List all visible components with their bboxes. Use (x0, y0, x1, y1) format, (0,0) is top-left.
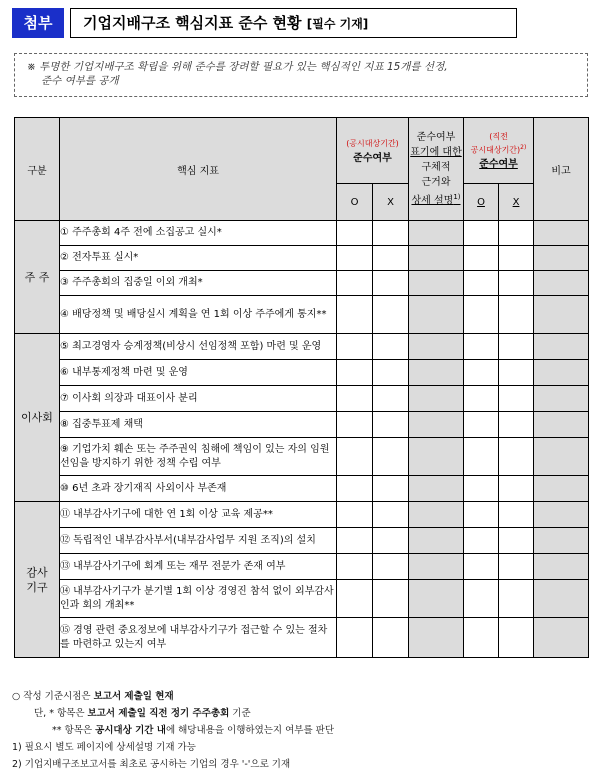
cell-prev-o-11[interactable] (464, 502, 499, 528)
cell-prev-o-15[interactable] (464, 618, 499, 658)
header (12, 8, 505, 38)
col-category-header: 구분 (15, 118, 60, 221)
table-row (15, 360, 589, 386)
col-prev-compliance-header: (직전 공시대상기간)$^{2)}$ 준수여부 (464, 118, 534, 184)
cell-prev-o-1[interactable] (464, 221, 499, 246)
cell-o-14[interactable] (337, 580, 373, 618)
table-row (15, 438, 589, 476)
title-text: 기업지배구조 핵심지표 준수 현황 (83, 14, 302, 32)
cell-detail-7[interactable] (409, 386, 464, 412)
cell-prev-o-13[interactable] (464, 554, 499, 580)
cell-x-12[interactable] (373, 528, 409, 554)
cell-prev-o-6[interactable] (464, 360, 499, 386)
cell-x-7[interactable] (373, 386, 409, 412)
indicator-4: ④ 배당정책 및 배당실시 계획을 연 1회 이상 주주에게 통지** (60, 296, 337, 334)
cell-x-4[interactable] (373, 296, 409, 334)
col-o-header: O (337, 184, 373, 221)
attachment-tag: 첨부 (12, 8, 64, 38)
table-row (15, 618, 589, 658)
cell-detail-15[interactable] (409, 618, 464, 658)
indicator-11: ⑪ 내부감사기구에 대한 연 1회 이상 교육 제공** (60, 502, 337, 528)
table-row (15, 476, 589, 502)
cell-note-5[interactable] (534, 334, 589, 360)
footnote-2: 2) 기업지배구조보고서를 최초로 공시하는 기업의 경우 '-'으로 기재 (12, 759, 291, 770)
table-row (15, 296, 589, 334)
cell-prev-x-13[interactable] (499, 554, 534, 580)
cell-prev-x-7[interactable] (499, 386, 534, 412)
cell-detail-11[interactable] (409, 502, 464, 528)
footnote-star: 단, * 항목은 보고서 제출일 직전 정기 주주총회 기준 (34, 708, 251, 719)
indicator-15: ⑮ 경영 관련 중요정보에 내부감사기구가 접근할 수 있는 절차를 마련하고 있는지 여부 (60, 618, 337, 658)
indicator-6: ⑥ 내부통제정책 마련 및 운영 (60, 360, 337, 386)
table-row (15, 528, 589, 554)
cell-prev-x-12[interactable] (499, 528, 534, 554)
cell-x-5[interactable] (373, 334, 409, 360)
cell-note-2[interactable] (534, 246, 589, 271)
table-row (15, 334, 589, 360)
cell-prev-o-12[interactable] (464, 528, 499, 554)
indicator-3: ③ 주주총회의 집중일 이외 개최* (60, 271, 337, 296)
cell-prev-x-2[interactable] (499, 246, 534, 271)
cell-prev-x-9[interactable] (499, 438, 534, 476)
footnotes (12, 688, 592, 773)
col-prev-o-header: O (464, 184, 499, 221)
cell-prev-x-6[interactable] (499, 360, 534, 386)
cell-detail-1[interactable] (409, 221, 464, 246)
page-title (70, 8, 517, 38)
cell-x-14[interactable] (373, 580, 409, 618)
cell-prev-o-8[interactable] (464, 412, 499, 438)
cell-x-6[interactable] (373, 360, 409, 386)
col-indicator-header: 핵심 지표 (60, 118, 337, 221)
indicator-13: ⑬ 내부감사기구에 회계 또는 재무 전문가 존재 여부 (60, 554, 337, 580)
compliance-table (14, 117, 589, 658)
table-row (15, 386, 589, 412)
cell-prev-x-5[interactable] (499, 334, 534, 360)
cell-prev-x-4[interactable] (499, 296, 534, 334)
cell-prev-x-10[interactable] (499, 476, 534, 502)
cell-prev-o-5[interactable] (464, 334, 499, 360)
category-audit: 감사 기구 (15, 502, 60, 658)
cell-x-11[interactable] (373, 502, 409, 528)
cell-x-9[interactable] (373, 438, 409, 476)
cell-prev-x-11[interactable] (499, 502, 534, 528)
cell-o-5[interactable] (337, 334, 373, 360)
cell-note-9[interactable] (534, 438, 589, 476)
cell-prev-x-14[interactable] (499, 580, 534, 618)
col-prev-x-header: X (499, 184, 534, 221)
cell-prev-x-1[interactable] (499, 221, 534, 246)
col-detail-header: 준수여부 표기에 대한 구체적 근거와 상세 설명$^{1)}$ (409, 118, 464, 221)
table-row (15, 502, 589, 528)
cell-note-10[interactable] (534, 476, 589, 502)
cell-note-4[interactable] (534, 296, 589, 334)
table-row (15, 580, 589, 618)
cell-o-15[interactable] (337, 618, 373, 658)
cell-detail-14[interactable] (409, 580, 464, 618)
required-note: [필수 기재] (306, 17, 369, 31)
notice-line-2: 준수 여부를 공개 (41, 75, 119, 87)
notice-box (14, 53, 588, 97)
indicator-9: ⑨ 기업가치 훼손 또는 주주권익 침해에 책임이 있는 자의 임원 선임을 방지하기 위한 정책 수립 여부 (60, 438, 337, 476)
cell-o-10[interactable] (337, 476, 373, 502)
cell-x-8[interactable] (373, 412, 409, 438)
cell-note-14[interactable] (534, 580, 589, 618)
indicator-2: ② 전자투표 실시* (60, 246, 337, 271)
indicator-5: ⑤ 최고경영자 승계정책(비상시 선임정책 포함) 마련 및 운영 (60, 334, 337, 360)
cell-o-7[interactable] (337, 386, 373, 412)
cell-detail-5[interactable] (409, 334, 464, 360)
cell-x-3[interactable] (373, 271, 409, 296)
cell-note-15[interactable] (534, 618, 589, 658)
cell-x-1[interactable] (373, 221, 409, 246)
cell-prev-o-4[interactable] (464, 296, 499, 334)
cell-prev-o-14[interactable] (464, 580, 499, 618)
cell-o-13[interactable] (337, 554, 373, 580)
cell-prev-o-3[interactable] (464, 271, 499, 296)
notice-line-1: ※ 투명한 기업지배구조 확립을 위해 준수를 장려할 필요가 있는 핵심적인 지표 15개를 선정, (27, 61, 448, 73)
cell-prev-x-8[interactable] (499, 412, 534, 438)
cell-prev-o-7[interactable] (464, 386, 499, 412)
table-row (15, 554, 589, 580)
cell-prev-o-10[interactable] (464, 476, 499, 502)
category-board: 이사회 (15, 334, 60, 502)
footnote-1: 1) 필요시 별도 페이지에 상세설명 기재 가능 (12, 742, 196, 753)
cell-o-9[interactable] (337, 438, 373, 476)
cell-note-7[interactable] (534, 386, 589, 412)
cell-note-8[interactable] (534, 412, 589, 438)
cell-o-1[interactable] (337, 221, 373, 246)
table-row (15, 221, 589, 246)
indicator-14: ⑭ 내부감사기구가 분기별 1회 이상 경영진 참석 없이 외부감사인과 회의 개최** (60, 580, 337, 618)
cell-prev-o-9[interactable] (464, 438, 499, 476)
col-x-header: X (373, 184, 409, 221)
cell-prev-o-2[interactable] (464, 246, 499, 271)
cell-o-3[interactable] (337, 271, 373, 296)
cell-detail-10[interactable] (409, 476, 464, 502)
cell-o-4[interactable] (337, 296, 373, 334)
indicator-8: ⑧ 집중투표제 채택 (60, 412, 337, 438)
cell-x-2[interactable] (373, 246, 409, 271)
cell-detail-13[interactable] (409, 554, 464, 580)
cell-o-11[interactable] (337, 502, 373, 528)
cell-note-11[interactable] (534, 502, 589, 528)
cell-x-10[interactable] (373, 476, 409, 502)
cell-o-2[interactable] (337, 246, 373, 271)
table-row (15, 271, 589, 296)
indicator-12: ⑫ 독립적인 내부감사부서(내부감사업무 지원 조직)의 설치 (60, 528, 337, 554)
cell-note-6[interactable] (534, 360, 589, 386)
cell-detail-12[interactable] (409, 528, 464, 554)
cell-o-6[interactable] (337, 360, 373, 386)
footnote-basis: ○ 작성 기준시점은 보고서 제출일 현재 (12, 691, 174, 702)
cell-x-13[interactable] (373, 554, 409, 580)
cell-detail-2[interactable] (409, 246, 464, 271)
indicator-7: ⑦ 이사회 의장과 대표이사 분리 (60, 386, 337, 412)
col-note-header: 비고 (534, 118, 589, 221)
cell-prev-x-15[interactable] (499, 618, 534, 658)
cell-detail-4[interactable] (409, 296, 464, 334)
cell-prev-x-3[interactable] (499, 271, 534, 296)
cell-detail-6[interactable] (409, 360, 464, 386)
indicator-10: ⑩ 6년 초과 장기재직 사외이사 부존재 (60, 476, 337, 502)
cell-note-1[interactable] (534, 221, 589, 246)
cell-note-3[interactable] (534, 271, 589, 296)
cell-note-12[interactable] (534, 528, 589, 554)
cell-o-8[interactable] (337, 412, 373, 438)
cell-detail-8[interactable] (409, 412, 464, 438)
cell-o-12[interactable] (337, 528, 373, 554)
cell-detail-9[interactable] (409, 438, 464, 476)
cell-x-15[interactable] (373, 618, 409, 658)
disclosure-period-note: (공시대상기간) (346, 138, 399, 148)
table-row (15, 412, 589, 438)
cell-note-13[interactable] (534, 554, 589, 580)
category-shareholders: 주 주 (15, 221, 60, 334)
cell-detail-3[interactable] (409, 271, 464, 296)
footnote-double-star: ** 항목은 공시대상 기간 내에 해당내용을 이행하였는지 여부를 판단 (52, 725, 335, 736)
table-row (15, 246, 589, 271)
col-compliance-header: (공시대상기간) 준수여부 (337, 118, 409, 184)
indicator-1: ① 주주총회 4주 전에 소집공고 실시* (60, 221, 337, 246)
